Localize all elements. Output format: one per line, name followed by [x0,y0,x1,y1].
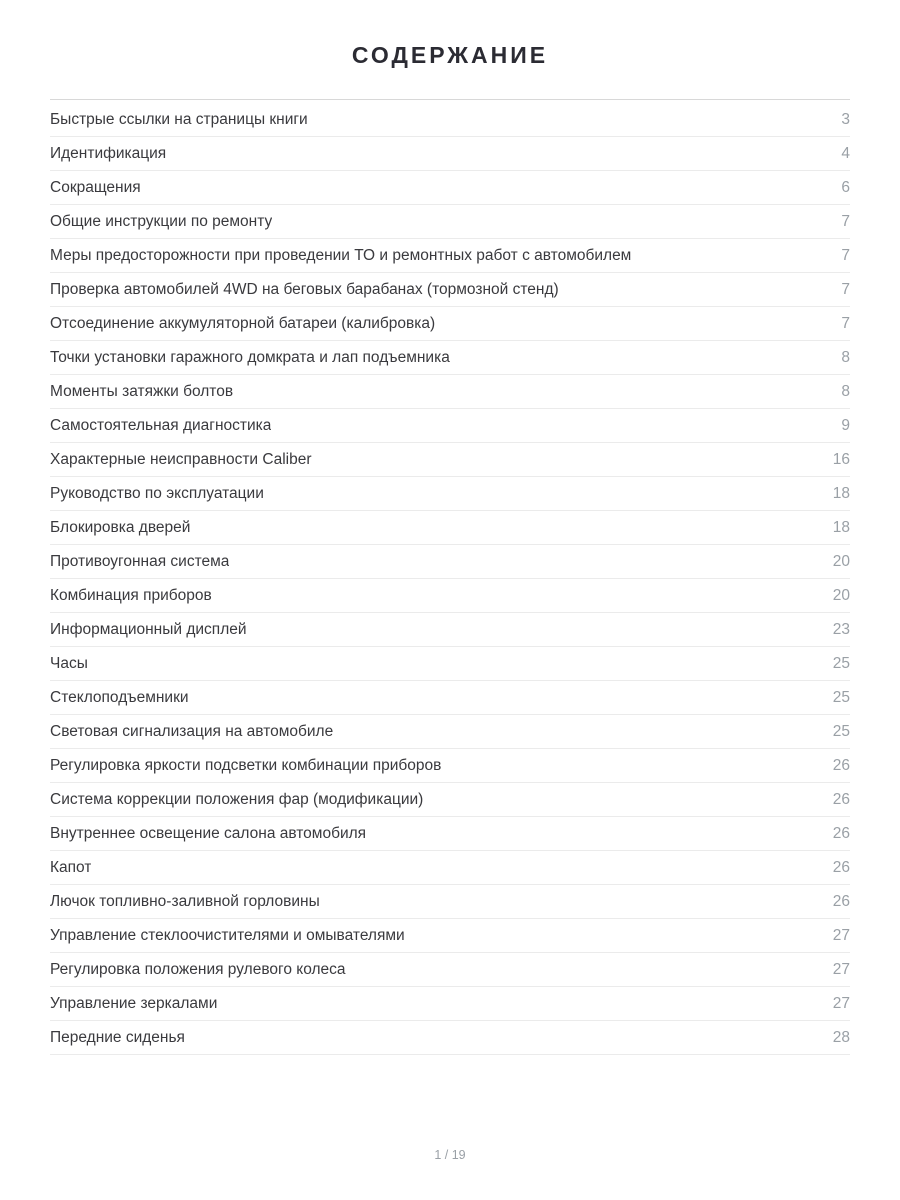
toc-entry-page: 25 [832,688,850,706]
toc-entry[interactable] [50,171,850,205]
toc-entry-page: 27 [832,960,850,978]
toc-entry-page: 4 [841,144,850,162]
toc-entry[interactable] [50,341,850,375]
toc-entry-label: Капот [50,858,92,876]
toc-entry[interactable] [50,511,850,545]
toc-entry-label: Меры предосторожности при проведении ТО и ремонтных работ с автомобилем [50,246,632,264]
toc-entry-label: Быстрые ссылки на страницы книги [50,110,308,128]
toc-entry-label: Лючок топливно-заливной горловины [50,892,320,910]
toc-entry-label: Характерные неисправности Caliber [50,450,312,468]
toc-entry-label: Световая сигнализация на автомобиле [50,722,334,740]
toc-entry-page: 7 [841,246,850,264]
toc-entry-label: Проверка автомобилей 4WD на беговых барабанах (тормозной стенд) [50,280,559,298]
toc-entry[interactable] [50,613,850,647]
toc-entry[interactable] [50,681,850,715]
toc-entry-label: Точки установки гаражного домкрата и лап подъемника [50,348,450,366]
toc-entry-label: Комбинация приборов [50,586,212,604]
toc-entry-label: Часы [50,654,88,672]
toc-entry-label: Идентификация [50,144,167,162]
toc-entry-label: Регулировка положения рулевого колеса [50,960,346,978]
toc-entry-page: 9 [841,416,850,434]
toc-entry-page: 27 [832,994,850,1012]
page-title: СОДЕРЖАНИЕ [351,42,549,68]
toc-entry-label: Управление зеркалами [50,994,218,1012]
toc-entry[interactable] [50,409,850,443]
toc-entry-page: 16 [832,450,850,468]
toc-entry[interactable] [50,477,850,511]
toc-entry-page: 20 [832,586,850,604]
toc-entry-label: Передние сиденья [50,1028,185,1046]
toc-list [50,103,850,1055]
toc-entry-page: 8 [841,348,850,366]
toc-entry-label: Внутреннее освещение салона автомобиля [50,824,367,842]
toc-entry-page: 7 [841,280,850,298]
toc-entry[interactable] [50,137,850,171]
toc-entry-page: 20 [832,552,850,570]
toc-entry-page: 7 [841,212,850,230]
toc-entry-page: 7 [841,314,850,332]
toc-entry[interactable] [50,239,850,273]
toc-entry[interactable] [50,817,850,851]
toc-entry-label: Блокировка дверей [50,518,191,536]
toc-entry[interactable] [50,919,850,953]
toc-entry-page: 6 [841,178,850,196]
toc-entry[interactable] [50,375,850,409]
toc-entry-label: Моменты затяжки болтов [50,382,234,400]
toc-entry-page: 25 [832,722,850,740]
toc-entry-page: 26 [832,824,850,842]
toc-entry-label: Отсоединение аккумуляторной батареи (калибровка) [50,314,436,332]
toc-entry-label: Руководство по эксплуатации [50,484,264,502]
toc-entry[interactable] [50,851,850,885]
toc-entry-label: Регулировка яркости подсветки комбинации приборов [50,756,442,774]
toc-entry-page: 28 [832,1028,850,1046]
toc-entry-page: 3 [841,110,850,128]
toc-entry[interactable] [50,307,850,341]
toc-entry[interactable] [50,953,850,987]
toc-entry-label: Стеклоподъемники [50,688,189,706]
toc-entry[interactable] [50,273,850,307]
toc-entry-page: 26 [832,790,850,808]
toc-entry[interactable] [50,545,850,579]
toc-entry[interactable] [50,885,850,919]
toc-entry[interactable] [50,647,850,681]
toc-entry-label: Управление стеклоочистителями и омывателями [50,926,405,944]
toc-entry-page: 25 [832,654,850,672]
toc-entry[interactable] [50,443,850,477]
toc-entry[interactable] [50,783,850,817]
toc-entry-label: Информационный дисплей [50,620,247,638]
toc-entry[interactable] [50,749,850,783]
toc-entry-label: Сокращения [50,178,141,196]
toc-entry-page: 23 [832,620,850,638]
toc-entry[interactable] [50,579,850,613]
toc-entry-label: Противоугонная система [50,552,230,570]
toc-entry-page: 18 [832,484,850,502]
toc-entry[interactable] [50,103,850,137]
toc-entry[interactable] [50,1021,850,1055]
page-number-indicator: 1 / 19 [434,1148,466,1162]
toc-entry[interactable] [50,205,850,239]
toc-entry[interactable] [50,715,850,749]
toc-entry-page: 26 [832,892,850,910]
toc-entry-page: 26 [832,756,850,774]
toc-entry-page: 27 [832,926,850,944]
toc-entry[interactable] [50,987,850,1021]
title-divider [50,99,850,100]
toc-entry-label: Самостоятельная диагностика [50,416,272,434]
toc-entry-page: 18 [832,518,850,536]
toc-entry-label: Система коррекции положения фар (модификации) [50,790,424,808]
toc-entry-label: Общие инструкции по ремонту [50,212,273,230]
toc-entry-page: 26 [832,858,850,876]
toc-entry-page: 8 [841,382,850,400]
